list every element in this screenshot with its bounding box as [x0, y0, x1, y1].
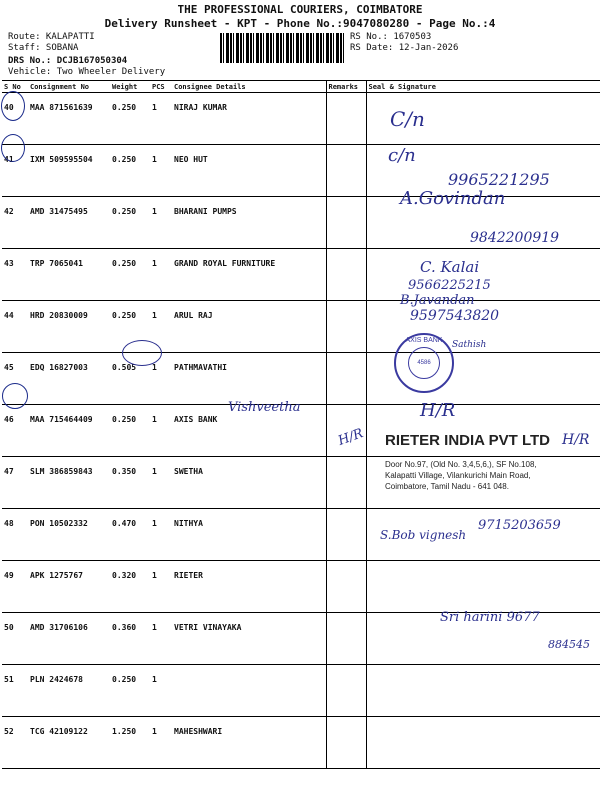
- handwritten-note: 884545: [548, 638, 590, 651]
- handwritten-note: H/R: [336, 426, 366, 449]
- cell-pcs: 1: [150, 561, 172, 613]
- circle-mark: [122, 340, 162, 366]
- col-remarks: Remarks: [326, 81, 366, 93]
- cell-consignment: PON 10502332: [28, 509, 110, 561]
- table-row: [2, 301, 600, 353]
- table-row: [2, 249, 600, 301]
- cell-seal: [366, 717, 600, 769]
- cell-sno: 44: [2, 301, 28, 353]
- cell-consignee: NIRAJ KUMAR: [172, 93, 326, 145]
- col-weight: Weight: [110, 81, 150, 93]
- vehicle-label: Vehicle: Two Wheeler Delivery: [8, 67, 166, 77]
- cell-weight: 0.470: [110, 509, 150, 561]
- handwritten-signature: B.Javandan: [400, 293, 475, 308]
- cell-weight: 0.250: [110, 197, 150, 249]
- col-consignment: Consignment No: [28, 81, 110, 93]
- cell-remarks: [326, 93, 366, 145]
- cell-consignment: TRP 7065041: [28, 249, 110, 301]
- handwritten-note: 9842200919: [470, 230, 560, 246]
- cell-sno: 45: [2, 353, 28, 405]
- handwritten-signature: Sathish: [452, 340, 487, 350]
- cell-pcs: 1: [150, 197, 172, 249]
- cell-pcs: 1: [150, 145, 172, 197]
- handwritten-signature: C. Kalai: [420, 258, 480, 276]
- cell-weight: 0.250: [110, 301, 150, 353]
- seal-text: AXIS BANK: [405, 337, 443, 344]
- cell-pcs: 1: [150, 405, 172, 457]
- cell-sno: 40: [2, 93, 28, 145]
- handwritten-note: H/R: [562, 432, 590, 448]
- cell-remarks: [326, 665, 366, 717]
- cell-remarks: [326, 249, 366, 301]
- stamp-company-name: RIETER INDIA PVT LTD: [385, 432, 550, 449]
- cell-consignee: NITHYA: [172, 509, 326, 561]
- cell-consignment: APK 1275767: [28, 561, 110, 613]
- cell-weight: 0.250: [110, 405, 150, 457]
- route-label: Route: KALAPATTI: [8, 32, 95, 42]
- cell-consignment: PLN 2424678: [28, 665, 110, 717]
- handwritten-note: H/R: [420, 400, 456, 421]
- cell-pcs: 1: [150, 717, 172, 769]
- cell-consignment: EDQ 16827003: [28, 353, 110, 405]
- handwritten-note: 9715203659: [478, 518, 561, 533]
- handwritten-signature: S.Bob vignesh: [380, 528, 467, 542]
- cell-weight: 0.320: [110, 561, 150, 613]
- handwritten-note: C/n: [390, 107, 425, 131]
- cell-consignee: BHARANI PUMPS: [172, 197, 326, 249]
- cell-consignee: ARUL RAJ: [172, 301, 326, 353]
- barcode: [220, 33, 346, 63]
- handwritten-note: 9965221295: [448, 170, 550, 189]
- cell-sno: 47: [2, 457, 28, 509]
- circle-mark: [1, 91, 25, 121]
- col-seal: Seal & Signature: [366, 81, 600, 93]
- cell-sno: 49: [2, 561, 28, 613]
- cell-weight: 0.250: [110, 249, 150, 301]
- cell-weight: 0.505: [110, 353, 150, 405]
- cell-consignee: MAHESHWARI: [172, 717, 326, 769]
- cell-sno: 52: [2, 717, 28, 769]
- seal-code: 4586: [408, 347, 440, 379]
- cell-pcs: 1: [150, 509, 172, 561]
- cell-pcs: 1: [150, 665, 172, 717]
- cell-weight: 0.360: [110, 613, 150, 665]
- table-row: [2, 665, 600, 717]
- cell-consignment: MAA 715464409: [28, 405, 110, 457]
- cell-sno: 51: [2, 665, 28, 717]
- cell-pcs: 1: [150, 93, 172, 145]
- cell-consignee: GRAND ROYAL FURNITURE: [172, 249, 326, 301]
- cell-weight: 0.350: [110, 457, 150, 509]
- col-sno: S No: [2, 81, 28, 93]
- stamp-address-line: Door No.97, (Old No. 3,4,5,6,), SF No.108,: [385, 460, 537, 469]
- cell-consignment: SLM 386859843: [28, 457, 110, 509]
- cell-remarks: [326, 197, 366, 249]
- cell-sno: 50: [2, 613, 28, 665]
- company-stamp: [385, 432, 595, 492]
- cell-remarks: [326, 145, 366, 197]
- cell-consignment: AMD 31475495: [28, 197, 110, 249]
- table-row: [2, 717, 600, 769]
- stamp-address-line: Kalapatti Village, Vilankurichi Main Road,: [385, 471, 531, 480]
- cell-consignment: MAA 871561639: [28, 93, 110, 145]
- rs-date: RS Date: 12-Jan-2026: [350, 43, 459, 53]
- cell-pcs: 1: [150, 249, 172, 301]
- cell-consignee: AXIS BANK: [172, 405, 326, 457]
- cell-pcs: 1: [150, 353, 172, 405]
- drs-number: DRS No.: DCJB167050304: [8, 56, 128, 66]
- col-pcs: PCS: [150, 81, 172, 93]
- bank-seal: [394, 333, 454, 393]
- cell-remarks: [326, 717, 366, 769]
- cell-seal: [366, 561, 600, 613]
- table-row: [2, 93, 600, 145]
- table-row: [2, 353, 600, 405]
- cell-weight: 1.250: [110, 717, 150, 769]
- handwritten-signature: A.Govindan: [400, 188, 506, 209]
- cell-consignment: IXM 509595504: [28, 145, 110, 197]
- cell-consignee: SWETHA: [172, 457, 326, 509]
- cell-remarks: [326, 353, 366, 405]
- cell-sno: 43: [2, 249, 28, 301]
- cell-consignment: TCG 42109122: [28, 717, 110, 769]
- cell-consignee: RIETER: [172, 561, 326, 613]
- staff-label: Staff: SOBANA: [8, 43, 79, 53]
- cell-sno: 46: [2, 405, 28, 457]
- rs-number: RS No.: 1670503: [350, 32, 432, 42]
- cell-sno: 48: [2, 509, 28, 561]
- table-header-row: [2, 81, 600, 93]
- cell-sno: 42: [2, 197, 28, 249]
- handwritten-note: 9597543820: [410, 308, 500, 324]
- cell-seal: [366, 665, 600, 717]
- runsheet-title: Delivery Runsheet - KPT - Phone No.:9047080280 - Page No.:4: [104, 17, 496, 30]
- cell-consignment: HRD 20830009: [28, 301, 110, 353]
- cell-weight: 0.250: [110, 93, 150, 145]
- stamp-address-line: Coimbatore, Tamil Nadu - 641 048.: [385, 482, 509, 491]
- cell-pcs: 1: [150, 613, 172, 665]
- cell-remarks: [326, 613, 366, 665]
- table-row: [2, 509, 600, 561]
- table-row: [2, 561, 600, 613]
- cell-remarks: [326, 561, 366, 613]
- handwritten-signature: Vishveetha: [228, 400, 301, 415]
- circle-mark: [2, 383, 28, 409]
- cell-remarks: [326, 301, 366, 353]
- cell-sno: 41: [2, 145, 28, 197]
- cell-remarks: [326, 509, 366, 561]
- cell-consignment: AMD 31706106: [28, 613, 110, 665]
- handwritten-note: 9566225215: [408, 278, 491, 293]
- cell-pcs: 1: [150, 301, 172, 353]
- cell-weight: 0.250: [110, 665, 150, 717]
- cell-remarks: [326, 457, 366, 509]
- cell-consignee: PATHMAVATHI: [172, 353, 326, 405]
- cell-consignee: [172, 665, 326, 717]
- cell-consignee: VETRI VINAYAKA: [172, 613, 326, 665]
- company-name: THE PROFESSIONAL COURIERS, COIMBATORE: [177, 3, 423, 16]
- cell-consignee: NEO HUT: [172, 145, 326, 197]
- handwritten-signature: Sri harini 9677: [440, 610, 540, 625]
- cell-pcs: 1: [150, 457, 172, 509]
- cell-weight: 0.250: [110, 145, 150, 197]
- handwritten-note: c/n: [388, 145, 416, 166]
- circle-mark: [1, 134, 25, 162]
- col-consignee: Consignee Details: [172, 81, 326, 93]
